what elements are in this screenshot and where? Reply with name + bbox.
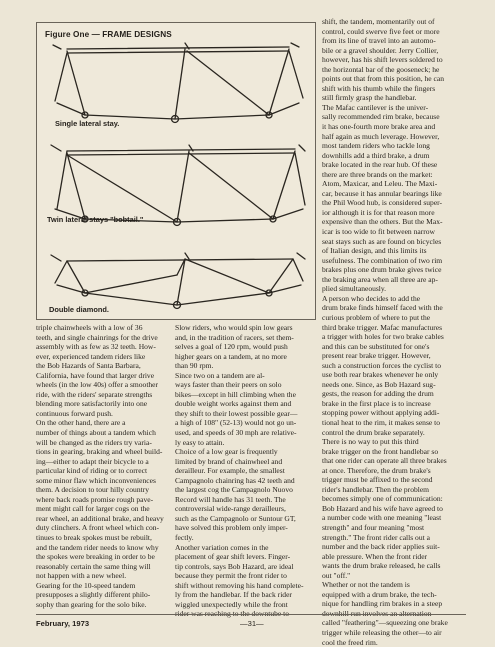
text-line: On the other hand, there are a <box>36 418 126 428</box>
text-line: wheels (in the low 40s) offer a smoother <box>36 380 159 390</box>
text-line: there are three brands on the market: <box>322 169 433 179</box>
tandem-frame-drawings <box>37 23 315 319</box>
text-line: sally recommended rim brake, because <box>322 112 440 122</box>
text-line: the Bob Hazards of Santa Barbara, <box>36 361 141 371</box>
figure-title: Figure One — FRAME DESIGNS <box>45 30 172 39</box>
text-line: not happen with a new wheel. <box>36 571 127 581</box>
text-line: car, because it has annular bearings like <box>322 188 442 198</box>
figure-frame-designs <box>36 22 316 320</box>
text-line: Choice of a low gear is frequently <box>175 447 278 457</box>
text-line: tip controls, says Bob Hazard, are ideal <box>175 561 294 571</box>
text-line: teeth, and single chainrings for the drive <box>36 332 158 342</box>
text-line: rider's handlebar. Then the problem <box>322 484 430 494</box>
text-line: bile or a gravel shoulder. Jerry Collier, <box>322 45 439 55</box>
text-line: most tandem riders who tackle long <box>322 141 430 151</box>
text-line: ior although it is for that reason more <box>322 207 435 217</box>
text-line: the horizontal bar of the gooseneck; he <box>322 64 440 74</box>
text-line: downhills add a third brake, a drum <box>322 150 430 160</box>
text-line: that one rider can operate all three brakes <box>322 456 447 466</box>
text-line: selves a goal of 120 rpm, would push <box>175 342 288 352</box>
text-line: There is no way to put this third <box>322 437 419 447</box>
caption-twin-lateral-stays: Twin lateral stays "bobtail." <box>47 215 144 224</box>
text-line: higher gears on a tandem, at no more <box>175 351 287 361</box>
text-line: ever, experienced tandem riders like <box>36 351 146 361</box>
text-line: tions in gearing, braking and wheel build- <box>36 447 163 457</box>
text-line: points out that from this position, he can <box>322 74 444 84</box>
text-line: presupposes a slightly different philo- <box>36 590 151 600</box>
text-line: rider was reaching to the downtube to <box>175 609 290 619</box>
text-line: will be changed as the riders try varia- <box>36 437 152 447</box>
text-line: nique for handling rim brakes in a steep <box>322 599 443 609</box>
text-line: ride, with the riders' separate strengths <box>36 389 153 399</box>
text-line: sophy than gearing for the solo bike. <box>36 599 147 609</box>
caption-single-lateral-stay: Single lateral stay. <box>55 119 120 128</box>
text-line: number and the back rider applies suit- <box>322 542 440 552</box>
text-line: becomes simply one of communication: <box>322 494 443 504</box>
text-line: the Phil Wood hub, is considered super- <box>322 198 443 208</box>
text-line: at once. Therefore, the drum brake's <box>322 465 431 475</box>
text-line: strength." The front rider calls out a <box>322 532 430 542</box>
text-line: trigger must be affixed to the second <box>322 475 433 485</box>
text-line: ly easy to attain. <box>175 437 225 447</box>
text-line: tional heat to the rim, it makes sense to <box>322 417 440 427</box>
text-line: strength" and four meaning "most <box>322 522 425 532</box>
text-line: bikes—except in hill climbing when the <box>175 389 296 399</box>
text-line: the spokes were breaking in order to be <box>36 552 155 562</box>
text-line: continuous forward push. <box>36 408 113 418</box>
text-line: the largest cog the Campagnolo Nuovo <box>175 485 293 495</box>
frame-double-diamond <box>51 253 305 309</box>
text-line: because they permit the front rider to <box>175 571 287 581</box>
text-line: assembly with as few as 32 teeth. How- <box>36 342 156 352</box>
text-line: ment might call for larger cogs on the <box>36 504 150 514</box>
caption-double-diamond: Double diamond. <box>49 305 109 314</box>
text-line: a high of 108" (52-13) would not go un- <box>175 418 297 428</box>
text-line: a number code with one meaning "least <box>322 513 442 523</box>
text-line: Gearing for the 10-speed tandem <box>36 580 136 590</box>
text-line: placement of gear shift levers. Finger- <box>175 552 291 562</box>
footer-rule <box>36 614 466 615</box>
text-line: Atom, Maxicar, and Leleu. The Maxi- <box>322 179 438 189</box>
text-line: equipped with a drum brake, the tech- <box>322 589 437 599</box>
text-line: control the drum brake separately. <box>322 427 425 437</box>
text-line: plied simultaneously. <box>322 284 387 294</box>
text-line: such as the Campagnolo or Suntour GT, <box>175 513 296 523</box>
text-line: it has one-fourth more brake area and <box>322 122 436 132</box>
text-line: still firmly grasp the handlebar. <box>322 93 417 103</box>
text-line: Another variation comes in the <box>175 542 269 552</box>
text-line: downhill run involves an alternation <box>322 608 432 618</box>
text-line: and, in the tradition of racers, set them- <box>175 332 294 342</box>
text-line: particular kind of riding or to correct <box>36 466 148 476</box>
text-line: usefulness. The combination of two rim <box>322 255 443 265</box>
text-line: needs one. Since, as Bob Hazard sug- <box>322 379 436 389</box>
page-number: —31— <box>240 619 264 628</box>
text-line: and the tandem rider needs to know why <box>36 542 159 552</box>
text-line: Slow riders, who would spin low gears <box>175 323 293 332</box>
text-line: third brake trigger. Mafac manufactures <box>322 322 443 332</box>
text-line: a trigger with holes for two brake cables <box>322 332 444 342</box>
text-line: Whether or not the tandem is <box>322 580 410 590</box>
text-line: and this can be substituted for one's <box>322 341 430 351</box>
text-line: brakes plus one drum brake gives twice <box>322 265 442 275</box>
text-line: Since two on a tandem are al- <box>175 370 265 380</box>
text-line: where back roads promise rough pave- <box>36 494 154 504</box>
text-line: brake in the first place is to increase <box>322 398 431 408</box>
text-line: blending more satisfactorily into one <box>36 399 148 409</box>
text-line: shift, the tandem, momentarily out of <box>322 17 435 26</box>
text-line: from its line of travel into an automo- <box>322 36 436 46</box>
text-line: The Mafac cantilever is the univer- <box>322 102 429 112</box>
text-line: duty clinchers. A front wheel which con- <box>36 523 160 533</box>
frame-twin-lateral-stays <box>51 145 305 226</box>
text-line: seat stays such as are found on bicycles <box>322 236 442 246</box>
text-line: wiggled unexpectedly while the front <box>175 599 288 609</box>
text-line: Record will handle has 31 teeth. The <box>175 494 286 504</box>
text-line: some minor flaw which inconveniences <box>36 475 156 485</box>
text-line: such a construction forces the cyclist to <box>322 360 442 370</box>
text-line: however, has his shift levers soldered to <box>322 55 443 65</box>
text-line: California, have found that larger drive <box>36 370 155 380</box>
column-left <box>36 323 162 609</box>
text-line: them. A decision to tour hilly country <box>36 485 149 495</box>
text-line: cool the freed rim. <box>322 637 378 647</box>
text-line: control, could swerve five feet or more <box>322 26 440 36</box>
text-line: able pressure. When the front rider <box>322 551 428 561</box>
text-line: ways faster than their peers on solo <box>175 380 282 390</box>
text-line: double weight works against them and <box>175 399 292 409</box>
text-line: number of things about a tandem which <box>36 428 156 438</box>
text-line: brake trigger on the front handlebar so <box>322 446 439 456</box>
text-line: controversial wide-range derailleurs, <box>175 504 286 514</box>
text-line: Campagnolo chainring has 42 teeth and <box>175 475 295 485</box>
text-line: gests, the reason for adding the drum <box>322 389 434 399</box>
text-line: of Italian design, and this limits its <box>322 246 427 256</box>
text-line: they shift to their lowest possible gear— <box>175 408 298 418</box>
text-line: Bob Hazard and his wife have agreed to <box>322 503 443 513</box>
text-line: stopping power without applying addi- <box>322 408 440 418</box>
text-line: derailleur. For example, the smallest <box>175 466 285 476</box>
text-line: present rear brake trigger. However, <box>322 351 431 361</box>
text-line: brake located in the rear hub. Of these <box>322 160 438 170</box>
text-line: than 90 rpm. <box>175 361 214 371</box>
text-line: icar is too wide to fit between narrow <box>322 227 435 237</box>
text-line: use both rear brakes whenever he only <box>322 370 439 380</box>
text-line: the braking area when all three are ap- <box>322 274 438 284</box>
column-right <box>322 17 464 647</box>
text-line: out "off." <box>322 570 351 580</box>
text-line: ing—either to adapt their bicycle to a <box>36 456 149 466</box>
text-line: fectly. <box>175 533 194 543</box>
text-line: shift without removing his hand complete- <box>175 580 304 590</box>
text-line: called "feathering"—squeezing one brake <box>322 618 448 628</box>
text-line: used, and speeds of 30 mph are relative- <box>175 428 297 438</box>
text-line: triple chainwheels with a low of 36 <box>36 323 143 332</box>
text-line: wants the drum brake released, he calls <box>322 561 441 571</box>
text-line: trigger while releasing the other—to air <box>322 628 442 637</box>
text-line: curious problem of where to put the <box>322 312 431 322</box>
text-line: reasonably certain the same thing will <box>36 561 151 571</box>
text-line: ly from the handlebar. If the back rider <box>175 590 292 600</box>
text-line: expensive than the others. But the Max- <box>322 217 443 227</box>
text-line: A person who decides to add the <box>322 293 421 303</box>
text-line: tinues to break spokes must be rebuilt, <box>36 533 152 543</box>
text-line: half again as much leverage. However, <box>322 131 440 141</box>
text-line: rear wheel, an additional brake, and heavy <box>36 513 164 523</box>
column-middle <box>175 323 307 619</box>
frame-single-lateral-stay <box>53 43 303 123</box>
text-line: have solved this problem only imper- <box>175 523 288 533</box>
text-line: shift with his thumb while the fingers <box>322 83 436 93</box>
footer-date: February, 1973 <box>36 619 90 628</box>
text-line: limited by brand of chainwheel and <box>175 456 283 466</box>
text-line: drum brake finds himself faced with the <box>322 303 443 313</box>
